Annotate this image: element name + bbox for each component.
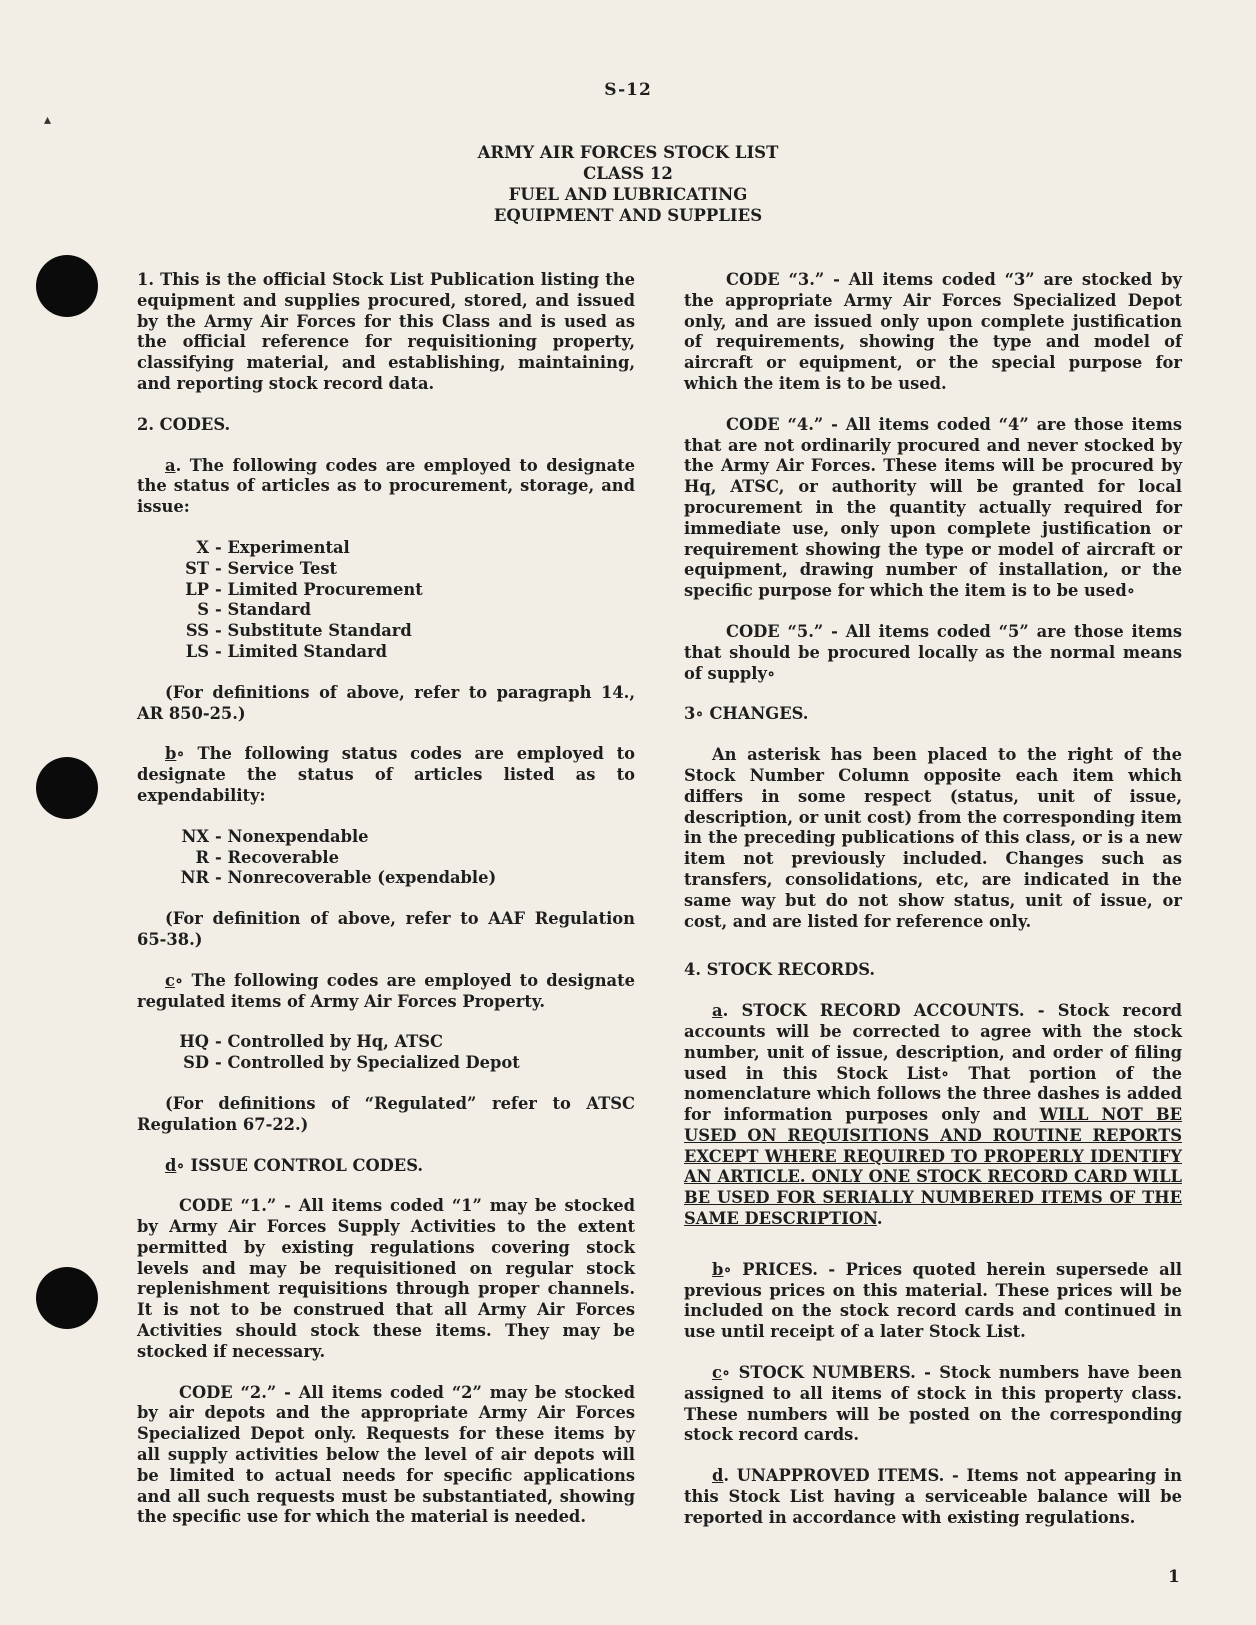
codes-b-text: ∘ The following status codes are employed to designate the status of articles listed as to expendability: <box>137 744 635 805</box>
regulated-code-list <box>137 1032 635 1074</box>
stock-records-b-paragraph <box>684 1260 1182 1343</box>
codes-d-paragraph <box>137 1156 635 1177</box>
scan-mark: ▴ <box>44 112 52 128</box>
page-number: 1 <box>1168 1567 1180 1587</box>
punch-hole-middle <box>36 757 98 819</box>
codes-c-reference: (For definitions of “Regulated” refer to ATSC Regulation 67-22.) <box>137 1093 635 1134</box>
code-2-paragraph: CODE “2.” - All items coded “2” may be stocked by air depots and the appropriate Army Air Forces Specialized Depot only. Requests for these items by all supply activities below the level of air depots will be limited to actual needs for specific applications and all such requests must be substantiated, showing the specific use for which the material is needed. <box>137 1382 635 1527</box>
document-title <box>0 142 1256 226</box>
codes-a-reference: (For definitions of above, refer to paragraph 14., AR 850-25.) <box>137 682 635 723</box>
codes-d-text: ∘ ISSUE CONTROL CODES. <box>176 1155 424 1175</box>
codes-b-reference: (For definition of above, refer to AAF Regulation 65-38.) <box>137 909 635 949</box>
stock-records-a-text: . STOCK RECORD ACCOUNTS. - Stock record accounts will be corrected to agree with the stock number, unit of issue, description, and order of filing used in this Stock List∘ That portion of the nomenclature which follows the three dashes is added for information purposes only and <box>684 1001 1182 1125</box>
stock-records-d-letter: d <box>712 1466 724 1486</box>
code-4-paragraph: CODE “4.” - All items coded “4” are those items that are not ordinarily procured and never stocked by the Army Air Forces. These items will be procured by Hq, ATSC, or authority will be granted for local procurement in the quantity actually required for immediate use, only upon complete justification or requirement showing the type or model of aircraft or equipment, drawing number of installation, or the specific purpose for which the item is to be used∘ <box>684 414 1182 601</box>
title-line-2: CLASS 12 <box>583 164 673 183</box>
codes-a-letter: a <box>165 455 176 475</box>
stock-records-a-paragraph: a. STOCK RECORD ACCOUNTS. - Stock record accounts will be corrected to agree with the stock number, unit of issue, description, and order of filing used in this Stock List∘ That portion of the nomenclature which follows the three dashes is added for information purposes only and WILL NOT BE USED ON REQUISITIONS AND ROUTINE REPORTS EXCEPT WHERE REQUIRED TO PROPERLY IDENTIFY AN ARTICLE. ONLY ONE STOCK RECORD CARD WILL BE USED FOR SERIALLY NUMBERED ITEMS OF THE SAME DESCRIPTION. <box>684 1001 1183 1229</box>
title-line-3: FUEL AND LUBRICATING <box>508 185 748 204</box>
stock-records-b-text: ∘ PRICES. - Prices quoted herein supersede all previous prices on this material. These prices will be included on the stock record cards and continued in use until receipt of a later Stock List. <box>684 1259 1182 1342</box>
codes-c-letter: c <box>165 970 175 990</box>
list-item: LS - Limited Standard <box>185 641 387 661</box>
codes-a-paragraph <box>137 456 635 518</box>
stock-records-c-letter: c <box>712 1363 722 1383</box>
section-codes-heading: 2. CODES. <box>137 414 231 434</box>
codes-b-letter: b <box>165 744 177 764</box>
list-item: R - Recoverable <box>195 847 339 867</box>
stock-records-d-text: . UNAPPROVED ITEMS. - Items not appearing in this Stock List having a serviceable balance will be reported in accordance with existing regulations. <box>684 1466 1182 1527</box>
codes-c-text: ∘ The following codes are employed to designate regulated items of Army Air Forces Property. <box>137 970 635 1011</box>
expendability-code-list <box>137 827 635 889</box>
status-code-list <box>137 538 635 663</box>
code-5-paragraph: CODE “5.” - All items coded “5” are those items that should be procured locally as the normal means of supply∘ <box>684 621 1182 683</box>
list-item: LP - Limited Procurement <box>185 579 423 599</box>
title-line-4: EQUIPMENT AND SUPPLIES <box>493 206 763 225</box>
changes-paragraph: An asterisk has been placed to the right of the Stock Number Column opposite each item which differs in some respect (status, unit of issue, description, or unit cost) from the corresponding item in the preceding publications of this class, or is a new item not previously included. Changes such as transfers, consolidations, etc, are indicated in the same way but do not show status, unit of issue, or cost, and are listed for reference only. <box>684 745 1182 931</box>
code-1-paragraph: CODE “1.” - All items coded “1” may be stocked by Army Air Forces Supply Activities to the extent permitted by existing regulations covering stock levels and may be requisitioned on regular stock replenishment requisitions through proper channels. It is not to be construed that all Army Air Forces Activities should stock these items. They may be stocked if necessary. <box>137 1196 635 1361</box>
list-item: SS - Substitute Standard <box>185 621 412 641</box>
stock-records-c-paragraph <box>684 1363 1182 1446</box>
section-changes-heading: 3∘ CHANGES. <box>684 704 809 724</box>
list-item: X - Experimental <box>196 537 350 557</box>
list-item: HQ - Controlled by Hq, ATSC <box>179 1032 444 1052</box>
list-item: NX - Nonexpendable <box>181 826 369 846</box>
punch-hole-bottom <box>36 1267 98 1329</box>
right-column <box>684 270 1182 1549</box>
codes-a-text: . The following codes are employed to designate the status of articles as to procurement, storage, and issue: <box>137 455 635 517</box>
codes-c-paragraph <box>137 971 635 1013</box>
page-id: S-12 <box>604 80 652 100</box>
stock-records-a-underlined: WILL NOT BE USED ON REQUISITIONS AND ROUTINE REPORTS EXCEPT WHERE REQUIRED TO PROPERLY IDENTIFY AN ARTICLE. ONLY ONE STOCK RECORD CARD WILL BE USED FOR SERIALLY NUMBERED ITEMS OF THE SAME DESCRIPTION <box>684 1105 1183 1229</box>
list-item: SD - Controlled by Specialized Depot <box>183 1053 520 1073</box>
codes-b-paragraph <box>137 744 635 806</box>
list-item: S - Standard <box>197 600 311 620</box>
list-item: ST - Service Test <box>185 558 338 578</box>
stock-records-c-text: ∘ STOCK NUMBERS. - Stock numbers have been assigned to all items of stock in this property class. These numbers will be posted on the corresponding stock record cards. <box>684 1363 1182 1445</box>
title-line-1: ARMY AIR FORCES STOCK LIST <box>477 143 779 162</box>
code-3-paragraph: CODE “3.” - All items coded “3” are stocked by the appropriate Army Air Forces Specialized Depot only, and are issued only upon complete justification of requirements, showing the type and model of aircraft or equipment, or the special purpose for which the item is to be used. <box>684 270 1182 393</box>
section-stock-records-heading: 4. STOCK RECORDS. <box>684 960 876 980</box>
stock-records-a-letter: a <box>712 1001 723 1021</box>
paragraph-1: 1. This is the official Stock List Publication listing the equipment and supplies procured, stored, and issued by the Army Air Forces for this Class and is used as the official reference for requisitioning property, classifying material, and establishing, maintaining, and reporting stock record data. <box>137 270 635 393</box>
list-item: NR - Nonrecoverable (expendable) <box>180 868 497 888</box>
stock-records-b-letter: b <box>712 1259 724 1279</box>
codes-d-letter: d <box>165 1155 177 1175</box>
punch-hole-top <box>36 255 98 317</box>
stock-records-d-paragraph <box>684 1466 1182 1528</box>
left-column <box>137 270 635 1548</box>
